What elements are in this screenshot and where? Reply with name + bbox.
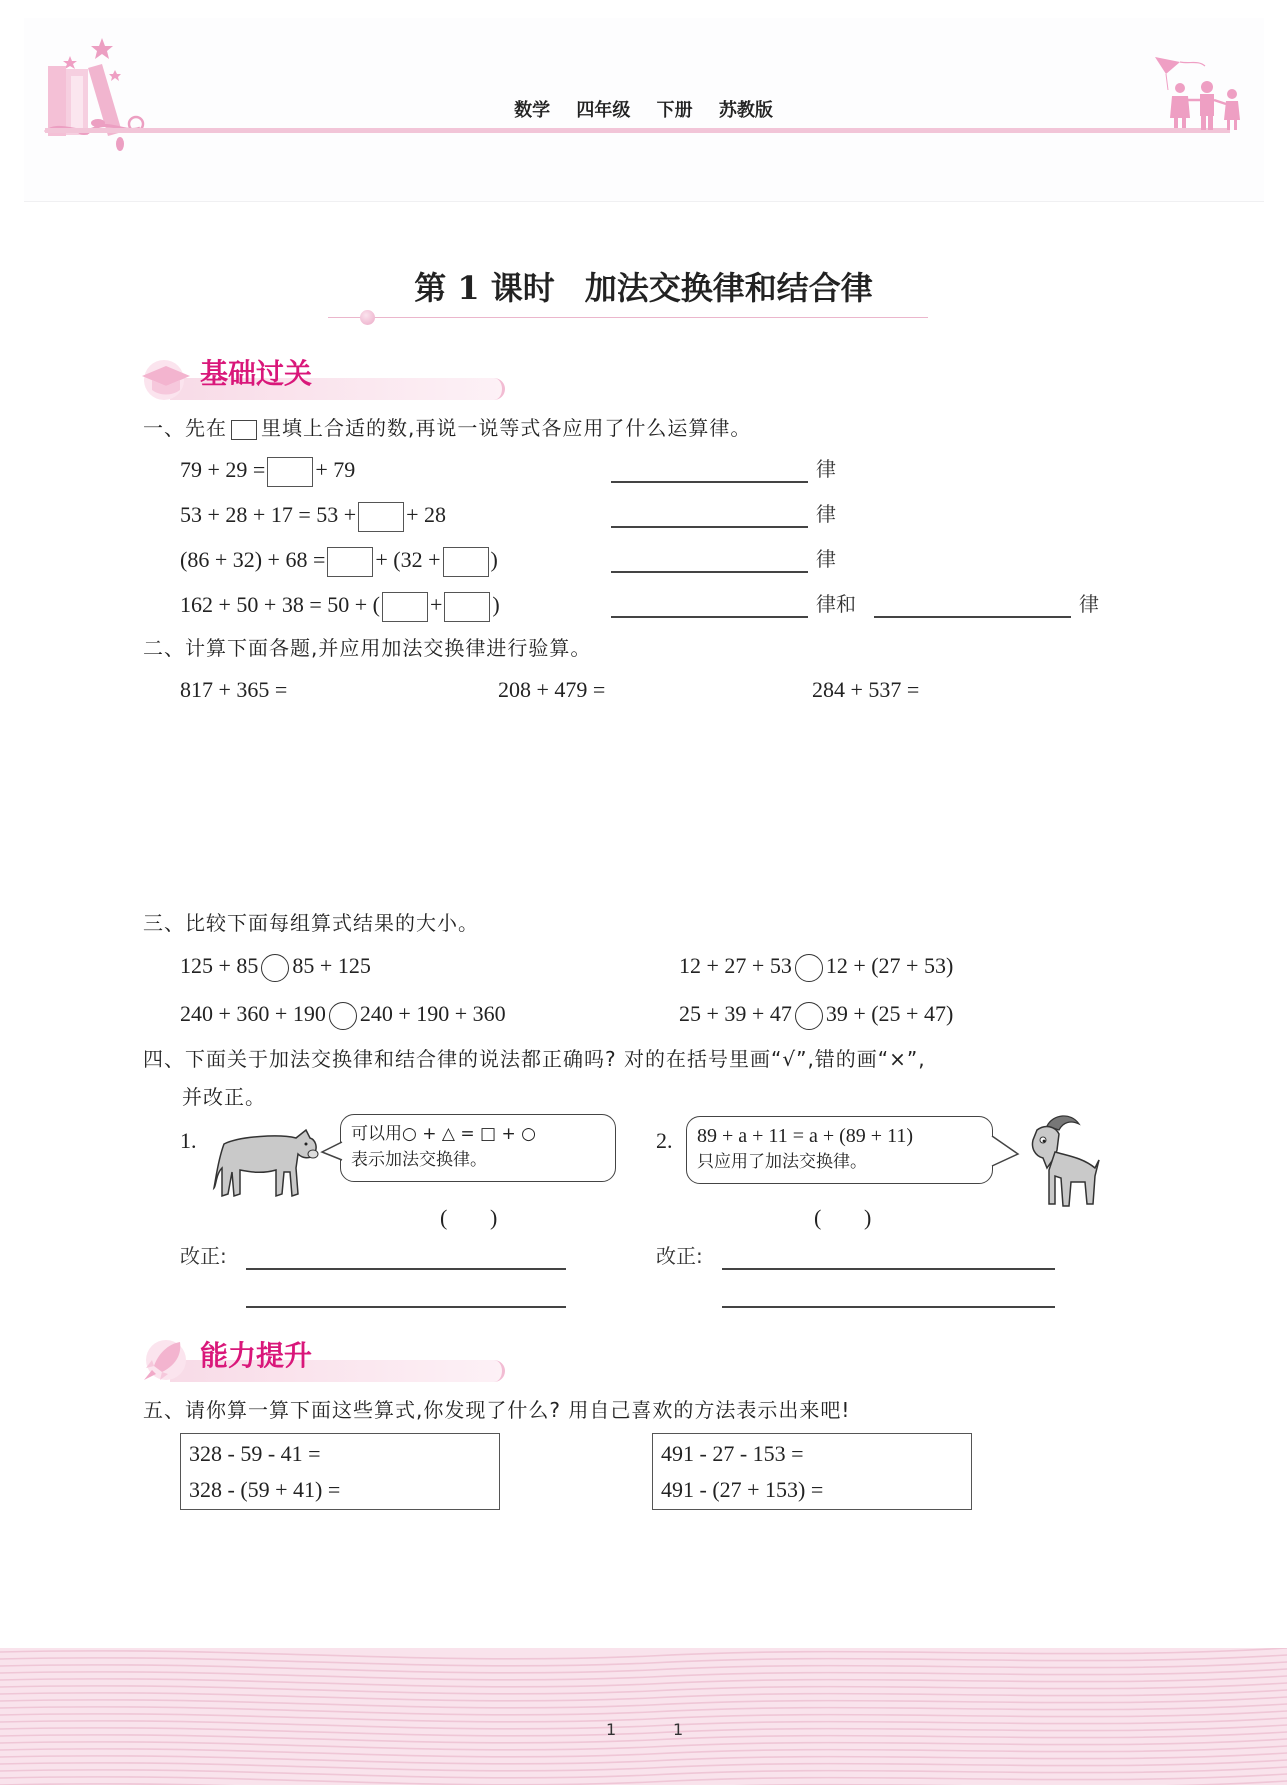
calc-box-2-row-1: 491 - 27 - 153 = <box>661 1441 804 1466</box>
section-badge-basic <box>140 352 520 404</box>
bubble-2-line-1: 89 + a + 11 = a + (89 + 11) <box>697 1125 913 1147</box>
q1-row-4-left: 162 + 50 + 38 = 50 + ( <box>180 592 380 617</box>
answer-box[interactable] <box>382 592 428 622</box>
rocket-icon <box>140 1338 192 1382</box>
q2-problem-1: 817 + 365 = <box>180 677 288 702</box>
bubble-1-line-2: 表示加法交换律。 <box>351 1150 487 1170</box>
calc-box-1-row-2: 328 - (59 + 41) = <box>189 1477 341 1502</box>
q4-item-1-number: 1. <box>180 1128 197 1153</box>
answer-box[interactable] <box>267 457 313 487</box>
correction-line[interactable] <box>246 1306 566 1308</box>
q3-pair-2 <box>679 951 953 982</box>
law-suffix: 律 <box>816 457 836 481</box>
compare-circle[interactable] <box>261 954 289 982</box>
calc-box-1-row-1: 328 - 59 - 41 = <box>189 1441 321 1466</box>
compare-circle[interactable] <box>329 1002 357 1030</box>
subject-label: 数学 <box>514 100 551 121</box>
title-underline <box>328 317 928 318</box>
q1-row-2 <box>180 500 446 532</box>
q1-row-3 <box>180 545 498 577</box>
lesson-topic: 加法交换律和结合律 <box>584 269 873 307</box>
wave-pattern-decoration <box>0 1648 1287 1785</box>
q1-row-3-left: (86 + 32) + 68 = <box>180 547 326 572</box>
law-blank[interactable] <box>874 616 1071 618</box>
question-1-title <box>143 415 751 441</box>
q1-title-suffix: 里填上合适的数,再说一说等式各应用了什么运算律。 <box>261 416 752 440</box>
paren-close: ) <box>490 1205 498 1230</box>
grade-label: 四年级 <box>576 100 631 121</box>
correction-line[interactable] <box>722 1268 1055 1270</box>
q1-row-4-end: ) <box>492 592 500 617</box>
question-4-title-line-1: 四、下面关于加法交换律和结合律的说法都正确吗? 对的在括号里画“√”,错的画“×”, <box>143 1047 926 1071</box>
speech-bubble-2 <box>686 1116 993 1184</box>
question-2-title: 二、计算下面各题,并应用加法交换律进行验算。 <box>143 636 592 660</box>
law-blank[interactable] <box>611 616 808 618</box>
question-3-title: 三、比较下面每组算式结果的大小。 <box>143 911 479 935</box>
question-4-title-line-2: 并改正。 <box>182 1085 266 1109</box>
header-rule <box>45 128 1230 133</box>
calc-box-2 <box>652 1433 972 1510</box>
goat-illustration-icon <box>1025 1112 1103 1212</box>
q3-pair-2-right: 12 + (27 + 53) <box>825 953 954 978</box>
page-number-left: 1 <box>606 1720 617 1739</box>
answer-box[interactable] <box>327 547 373 577</box>
law-blank[interactable] <box>611 526 808 528</box>
section-title-advanced: 能力提升 <box>200 1339 313 1372</box>
correction-label-1: 改正: <box>180 1244 227 1268</box>
page-number-right: 1 <box>673 1720 684 1739</box>
q1-row-1-left: 79 + 29 = <box>180 457 266 482</box>
q2-problem-2: 208 + 479 = <box>498 677 606 702</box>
correction-line[interactable] <box>246 1268 566 1270</box>
q3-pair-4 <box>679 999 953 1030</box>
graduation-cap-icon <box>140 356 192 400</box>
lesson-title <box>0 268 1287 308</box>
q3-pair-4-right: 39 + (25 + 47) <box>825 1001 954 1026</box>
book-info <box>0 100 1287 122</box>
calc-box-1 <box>180 1433 500 1510</box>
correction-line[interactable] <box>722 1306 1055 1308</box>
question-5-title: 五、请你算一算下面这些算式,你发现了什么? 用自己喜欢的方法表示出来吧! <box>143 1398 851 1422</box>
bubble-1-line-1: 可以用○ + △ = □ + ○ <box>351 1124 536 1144</box>
sample-box-icon <box>231 420 257 440</box>
q1-row-1 <box>180 455 355 487</box>
q3-pair-3-left: 240 + 360 + 190 <box>180 1001 326 1026</box>
answer-box[interactable] <box>444 592 490 622</box>
law-blank[interactable] <box>611 571 808 573</box>
q3-pair-1-right: 85 + 125 <box>292 953 371 978</box>
q1-row-2-left: 53 + 28 + 17 = 53 + <box>180 502 357 527</box>
wave-line <box>0 1648 1287 1659</box>
law-suffix: 律 <box>816 547 836 571</box>
q2-problem-3: 284 + 537 = <box>812 677 920 702</box>
law-blank[interactable] <box>611 481 808 483</box>
compare-circle[interactable] <box>795 954 823 982</box>
volume-label: 下册 <box>656 100 693 121</box>
lesson-number: 第 1 课时 <box>414 269 555 307</box>
paren-open: ( <box>440 1205 448 1230</box>
compare-circle[interactable] <box>795 1002 823 1030</box>
q3-pair-1-left: 125 + 85 <box>180 953 259 978</box>
title-dot-decoration <box>360 310 375 325</box>
q4-answer-paren-2[interactable] <box>814 1204 914 1232</box>
bubble-2-line-2: 只应用了加法交换律。 <box>697 1152 867 1172</box>
page-footer <box>0 1648 1287 1785</box>
answer-box[interactable] <box>358 502 404 532</box>
q3-pair-4-left: 25 + 39 + 47 <box>679 1001 792 1026</box>
paren-open: ( <box>814 1205 822 1230</box>
paren-close: ) <box>864 1205 872 1230</box>
q1-row-3-end: ) <box>490 547 498 572</box>
speech-bubble-1 <box>340 1114 616 1182</box>
section-badge-advanced <box>140 1334 520 1386</box>
calc-box-2-row-2: 491 - (27 + 153) = <box>661 1477 824 1502</box>
q1-row-3-mid: + (32 + <box>375 547 441 572</box>
bubble-2-tail-icon <box>990 1134 1020 1168</box>
cow-illustration-icon <box>210 1124 320 1204</box>
bubble-1-tail-icon <box>320 1140 344 1164</box>
q3-pair-3-right: 240 + 190 + 360 <box>359 1001 506 1026</box>
law-and-label: 律和 <box>816 592 856 616</box>
law-suffix: 律 <box>816 502 836 526</box>
q1-row-4 <box>180 590 500 622</box>
edition-label: 苏教版 <box>718 100 773 121</box>
q1-title-prefix: 一、先在 <box>143 416 227 440</box>
q4-answer-paren-1[interactable] <box>440 1204 540 1232</box>
answer-box[interactable] <box>443 547 489 577</box>
q3-pair-1 <box>180 951 371 982</box>
q4-item-2-number: 2. <box>656 1128 673 1153</box>
section-title-basic: 基础过关 <box>200 357 313 390</box>
q1-row-4-mid: + <box>429 592 443 617</box>
law-suffix: 律 <box>1079 592 1099 616</box>
books-stars-decoration-icon <box>40 36 165 156</box>
q3-pair-2-left: 12 + 27 + 53 <box>679 953 792 978</box>
q1-row-1-right: + 79 <box>315 457 356 482</box>
correction-label-2: 改正: <box>656 1244 703 1268</box>
q1-row-2-right: + 28 <box>406 502 447 527</box>
q3-pair-3 <box>180 999 506 1030</box>
